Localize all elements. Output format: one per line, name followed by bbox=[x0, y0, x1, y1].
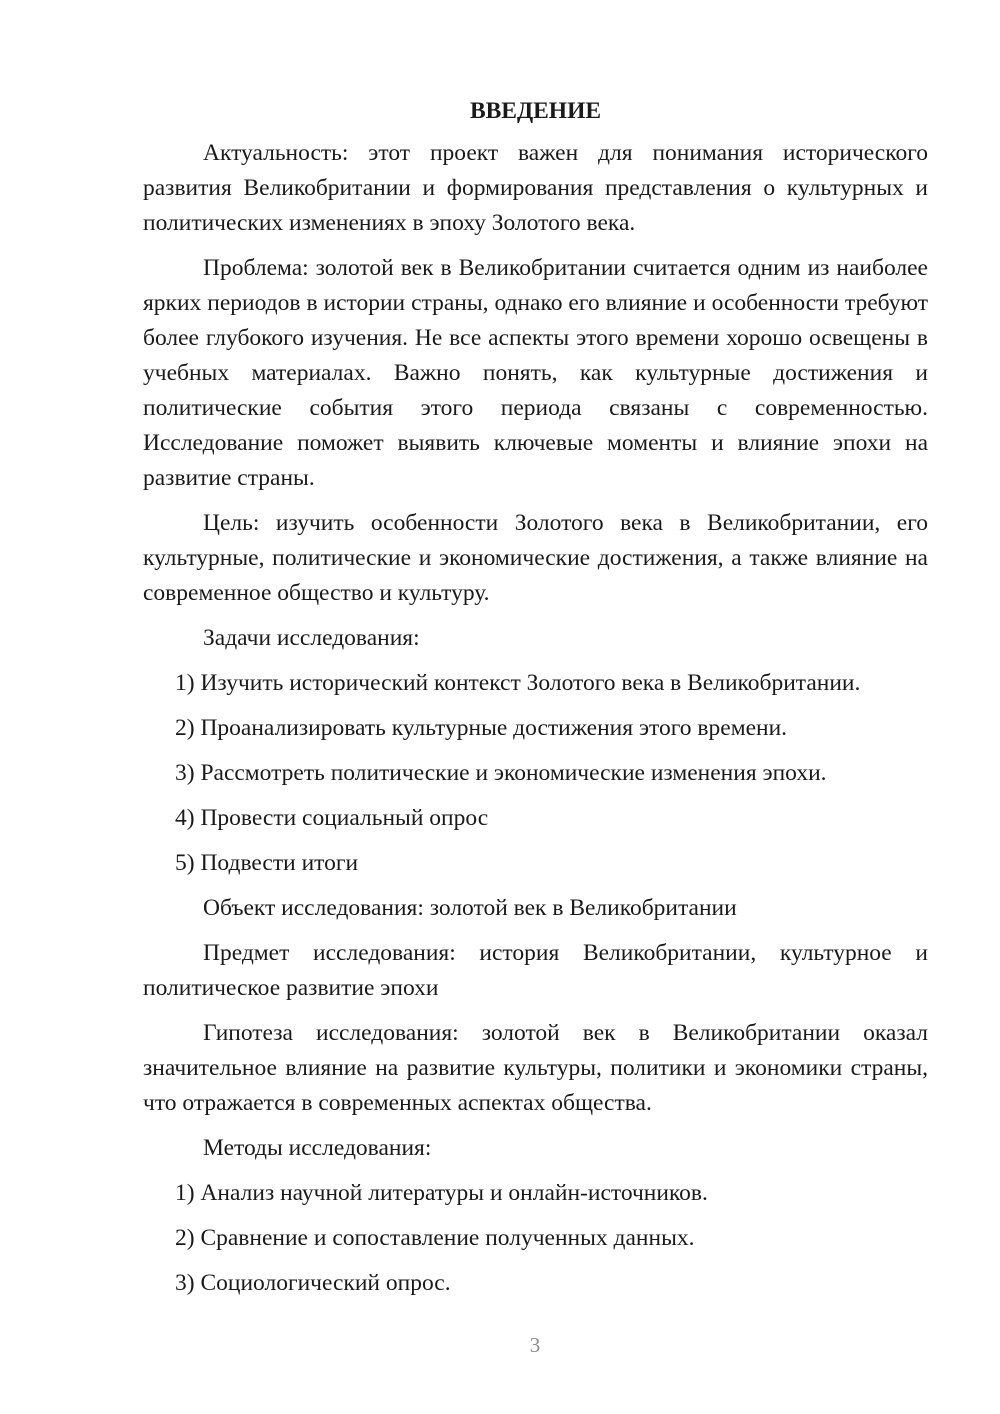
list-item: 3) Рассмотреть политические и экономические изменения эпохи. bbox=[175, 760, 827, 786]
list-item: 3) Социологический опрос. bbox=[175, 1270, 451, 1296]
list-item: 4) Провести социальный опрос bbox=[175, 805, 489, 831]
tasks-heading: Задачи исследования: bbox=[203, 625, 420, 651]
problem-paragraph: Проблема: золотой век в Великобритании считается одним из наиболее ярких периодов в истории страны, однако его влияние и особенности требуют более глубокого изучения. Не все аспекты этого времени хорошо освещены в учебных материалах. Важно понять, как культурные достижения и политические события этого периода связаны с современностью. Исследование поможет выявить ключевые моменты и влияние эпохи на развитие страны. bbox=[143, 255, 928, 491]
list-item: 2) Сравнение и сопоставление полученных данных. bbox=[175, 1225, 695, 1251]
list-item: 1) Анализ научной литературы и онлайн-источников. bbox=[175, 1180, 708, 1206]
methods-heading: Методы исследования: bbox=[203, 1135, 432, 1161]
page-number: 3 bbox=[529, 1333, 541, 1357]
list-item: 5) Подвести итоги bbox=[175, 850, 359, 876]
subject-paragraph: Предмет исследования: история Великобритании, культурное и политическое развитие эпохи bbox=[143, 940, 928, 1001]
document-page bbox=[143, 96, 928, 1311]
tasks-list bbox=[143, 666, 928, 881]
page-title: ВВЕДЕНИЕ bbox=[469, 98, 602, 124]
relevance-paragraph: Актуальность: этот проект важен для понимания исторического развития Великобритании и формирования представления о культурных и политических изменениях в эпоху Золотого века. bbox=[143, 140, 928, 236]
hypothesis-paragraph: Гипотеза исследования: золотой век в Великобритании оказал значительное влияние на развитие культуры, политики и экономики страны, что отражается в современных аспектах общества. bbox=[143, 1020, 928, 1116]
object-paragraph: Объект исследования: золотой век в Великобритании bbox=[203, 895, 737, 921]
methods-list bbox=[143, 1176, 928, 1301]
goal-paragraph: Цель: изучить особенности Золотого века в Великобритании, его культурные, политические и экономические достижения, а также влияние на современное общество и культуру. bbox=[143, 510, 928, 606]
list-item: 1) Изучить исторический контекст Золотого века в Великобритании. bbox=[175, 670, 861, 696]
list-item: 2) Проанализировать культурные достижения этого времени. bbox=[175, 715, 788, 741]
